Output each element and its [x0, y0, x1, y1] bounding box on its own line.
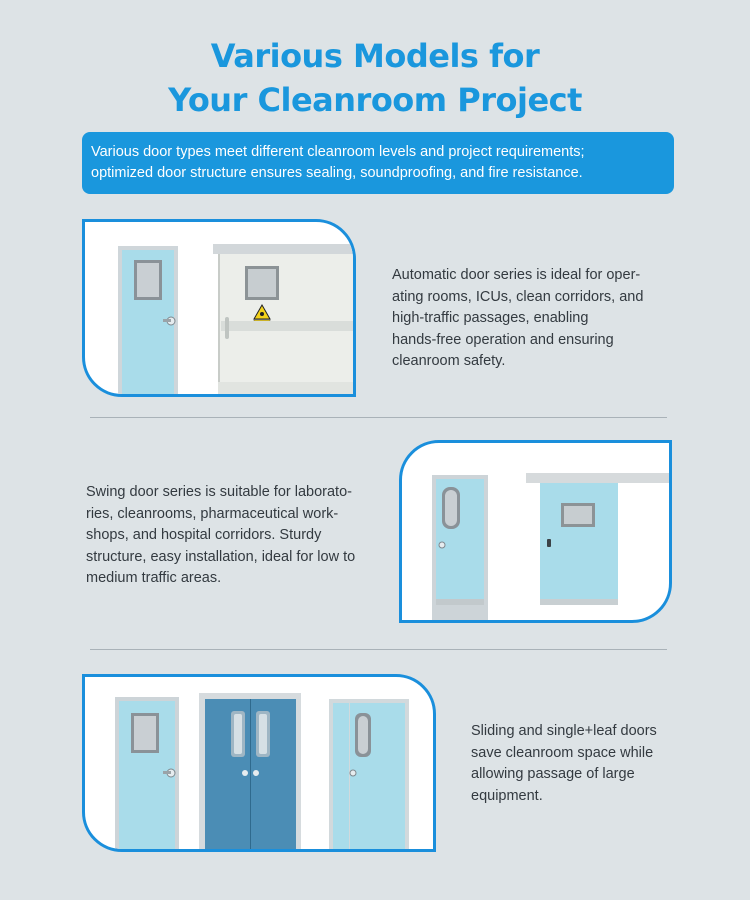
sliding-door-illustration	[85, 677, 436, 852]
banner-line-1: Various door types meet different cleanroom levels and project requirements;	[91, 144, 585, 160]
swing-door-image	[399, 440, 672, 623]
sliding-door-window	[564, 506, 592, 524]
swing-door-illustration	[402, 443, 672, 623]
sliding-door-image	[82, 674, 436, 852]
door-header-rail	[526, 473, 672, 483]
section-divider	[90, 649, 667, 650]
unequal-door-small-leaf	[333, 703, 349, 852]
banner-line-2: optimized door structure ensures sealing, soundproofing, and fire resistance.	[91, 165, 583, 181]
sliding-door-description: Sliding and single+leaf doors save cleanroom space while allowing passage of large equipment.	[471, 723, 657, 804]
door-handle-icon	[439, 542, 445, 548]
automatic-door-image	[82, 219, 356, 397]
page-title	[0, 34, 750, 122]
double-door-handle-icon	[242, 770, 248, 776]
sliding-door-handle	[225, 317, 229, 339]
door-header-rail	[213, 244, 356, 254]
intro-banner	[82, 132, 674, 194]
automatic-door-description: Automatic door series is ideal for oper- ating rooms, ICUs, clean corridors, and high-traffic passages, enabling hands-free operation and ensuring cleanroom safety.	[392, 267, 644, 369]
sliding-door-window	[248, 269, 276, 297]
automatic-door-illustration	[85, 222, 356, 397]
title-line-2: Your Cleanroom Project	[168, 81, 582, 119]
door-window	[137, 263, 159, 297]
door-lock-icon	[547, 539, 551, 547]
sliding-door-leaf	[540, 483, 618, 603]
swing-door-description: Swing door series is suitable for laborato- ries, cleanrooms, pharmaceutical work- shops, and hospital corridors. Sturdy structure, easy installation, ideal for low to medium traffic areas.	[86, 484, 356, 586]
unequal-door-handle-icon	[350, 770, 356, 776]
bumper-rail	[221, 321, 356, 331]
door-window	[445, 490, 457, 526]
section-divider	[90, 417, 667, 418]
title-line-1: Various Models for	[210, 37, 540, 75]
door-window	[134, 716, 156, 750]
